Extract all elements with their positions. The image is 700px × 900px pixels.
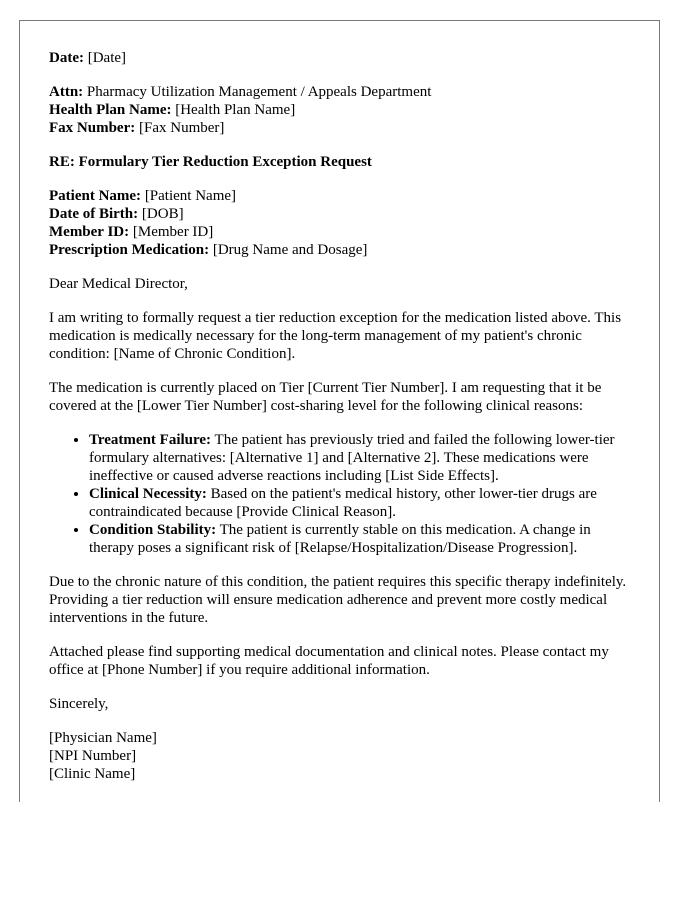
patient-block — [49, 187, 630, 259]
plan-line — [49, 101, 630, 119]
clinic-name: [Clinic Name] — [49, 766, 136, 782]
paragraph-request: I am writing to formally request a tier reduction exception for the medication listed above. This medication is medically necessary for the long-term management of my patient's chronic condition: [Name of Chronic Condition]. — [49, 310, 622, 362]
reason-item-treatment-failure — [89, 431, 630, 485]
dob-label: Date of Birth: — [49, 206, 139, 222]
dob-value: [DOB] — [141, 206, 184, 222]
subject-line: RE: Formulary Tier Reduction Exception Request — [49, 154, 372, 170]
reason-text: The patient has previously tried and failed the following lower-tier formulary alternatives: [Alternative 1] and [Alternative 2]. These medications were ineffective or caused adverse reactions including [List Side Effects]. — [89, 432, 615, 484]
medication-line — [49, 241, 630, 259]
plan-label: Health Plan Name: — [49, 102, 172, 118]
paragraph-chronic: Due to the chronic nature of this condition, the patient requires this specific therapy indefinitely. Providing a tier reduction will ensure medication adherence and prevent more costly medical interventions in the future. — [49, 574, 627, 626]
date-line — [49, 49, 630, 67]
letter-page — [19, 20, 660, 802]
reason-text: The patient is currently stable on this medication. A change in therapy poses a significant risk of [Relapse/Hospitalization/Disease Progression]. — [89, 522, 591, 556]
member-id-value: [Member ID] — [132, 224, 214, 240]
signature-block — [49, 729, 630, 783]
attn-line — [49, 83, 630, 101]
attn-label: Attn: — [49, 84, 84, 100]
attn-value: Pharmacy Utilization Management / Appeals Department — [86, 84, 432, 100]
salutation: Dear Medical Director, — [49, 276, 188, 292]
reason-item-clinical-necessity — [89, 485, 630, 521]
fax-line — [49, 119, 630, 137]
npi-number: [NPI Number] — [49, 748, 137, 764]
patient-name-value: [Patient Name] — [144, 188, 237, 204]
reason-text: Based on the patient's medical history, other lower-tier drugs are contraindicated because [Provide Clinical Reason]. — [89, 486, 597, 520]
reason-item-condition-stability — [89, 521, 630, 557]
date-block — [49, 49, 630, 67]
reasons-list — [49, 431, 630, 557]
paragraph-attachments: Attached please find supporting medical documentation and clinical notes. Please contact my office at [Phone Number] if you require additional information. — [49, 644, 609, 678]
recipient-block — [49, 83, 630, 137]
date-label: Date: — [49, 50, 84, 66]
reason-label: Treatment Failure: — [89, 432, 212, 448]
reason-label: Condition Stability: — [89, 522, 217, 538]
member-id-line — [49, 223, 630, 241]
physician-name: [Physician Name] — [49, 730, 157, 746]
paragraph-tier: The medication is currently placed on Tier [Current Tier Number]. I am requesting that it be covered at the [Lower Tier Number] cost-sharing level for the following clinical reasons: — [49, 380, 602, 414]
dob-line — [49, 205, 630, 223]
fax-label: Fax Number: — [49, 120, 136, 136]
subject-block — [49, 153, 630, 171]
patient-name-line — [49, 187, 630, 205]
fax-value: [Fax Number] — [139, 120, 225, 136]
plan-value: [Health Plan Name] — [175, 102, 296, 118]
member-id-label: Member ID: — [49, 224, 130, 240]
patient-name-label: Patient Name: — [49, 188, 142, 204]
reason-label: Clinical Necessity: — [89, 486, 207, 502]
date-value: [Date] — [87, 50, 127, 66]
closing: Sincerely, — [49, 696, 109, 712]
medication-label: Prescription Medication: — [49, 242, 210, 258]
medication-value: [Drug Name and Dosage] — [212, 242, 368, 258]
